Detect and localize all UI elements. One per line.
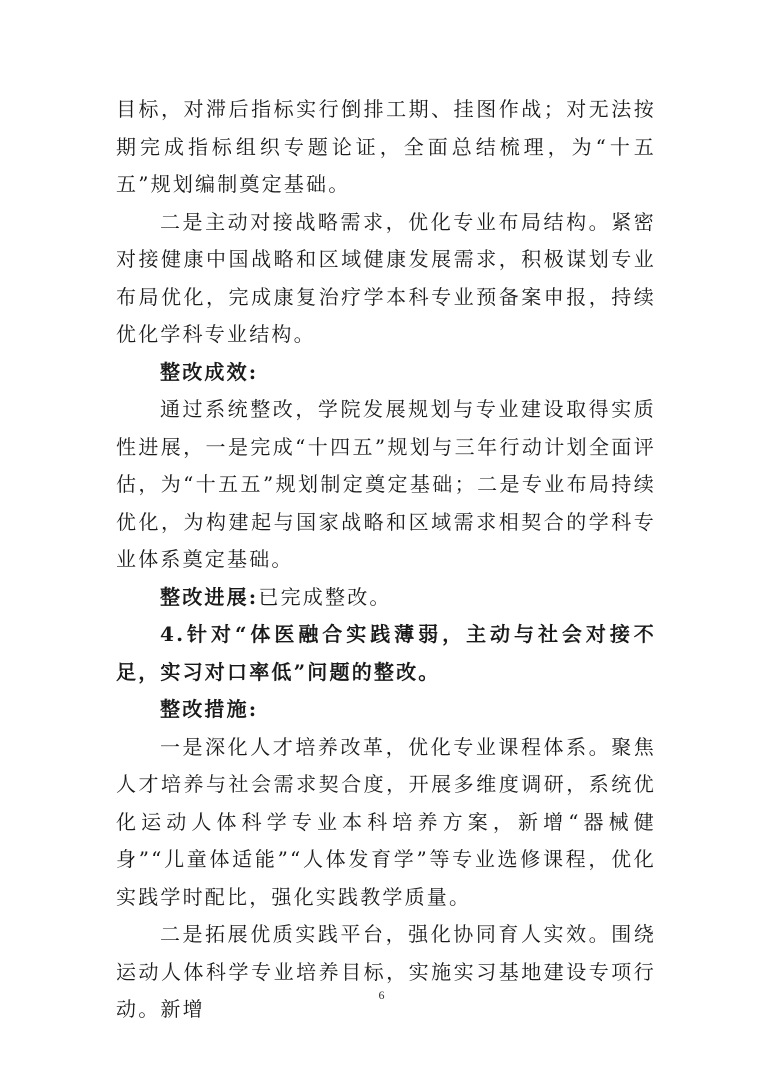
body-paragraph-strategy: 二是主动对接战略需求，优化专业布局结构。紧密对接健康中国战略和区域健康发展需求，积极谋划专业布局优化，完成康复治疗学本科专业预备案申报，持续优化学科专业结构。 xyxy=(116,209,656,346)
item-heading-4: 4.针对“体医融合实践薄弱，主动与社会对接不足，实习对口率低”问题的整改。 xyxy=(116,622,656,684)
body-paragraph-curriculum: 一是深化人才培养改革，优化专业课程体系。聚焦人才培养与社会需求契合度，开展多维度调研，系统优化运动人体科学专业本科培养方案，新增“器械健身”“儿童体适能”“人体发育学”等专业选修课程，优化实践学时配比，强化实践教学质量。 xyxy=(116,734,656,909)
section-label-results: 整改成效: xyxy=(160,359,259,384)
section-label-measures: 整改措施: xyxy=(160,697,259,721)
page-number: 6 xyxy=(378,988,385,1002)
progress-label: 整改进展: xyxy=(160,584,259,609)
progress-line xyxy=(116,579,656,617)
body-paragraph-results: 通过系统整改，学院发展规划与专业建设取得实质性进展，一是完成“十四五”规划与三年行动计划全面评估，为“十五五”规划制定奠定基础；二是专业布局持续优化，为构建起与国家战略和区域需求相契合的学科专业体系奠定基础。 xyxy=(116,397,656,571)
body-paragraph-goals: 目标，对滞后指标实行倒排工期、挂图作战；对无法按期完成指标组织专题论证，全面总结梳理，为“十五五”规划编制奠定基础。 xyxy=(116,97,656,196)
body-paragraph-practice: 二是拓展优质实践平台，强化协同育人实效。围绕运动人体科学专业培养目标，实施实习基地建设专项行动。新增 xyxy=(116,922,656,1021)
progress-value: 已完成整改。 xyxy=(258,584,392,609)
